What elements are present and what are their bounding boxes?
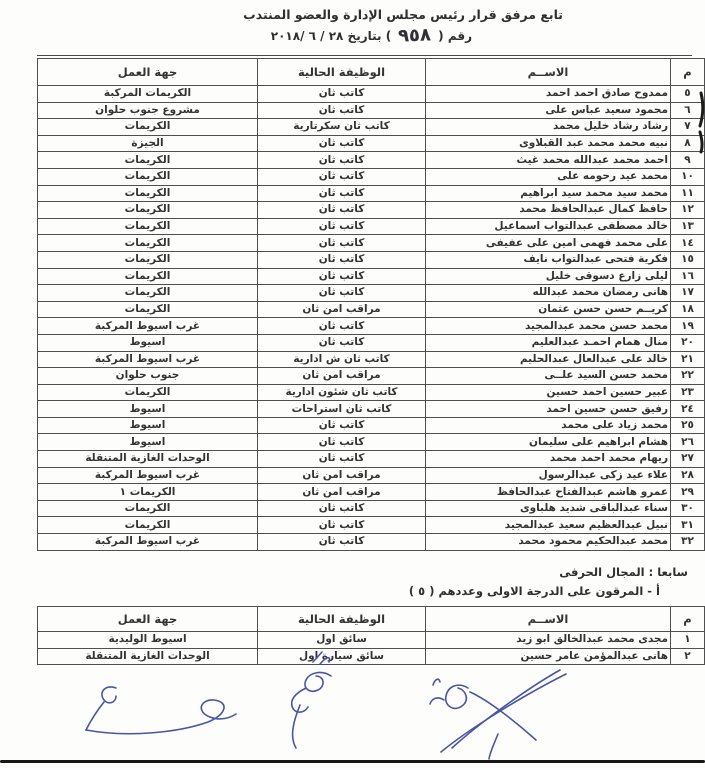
employee-name: علاء عيد زكى عبدالرسول <box>426 467 671 484</box>
row-number: ٣٠ <box>671 500 705 517</box>
row-number: ١٤ <box>671 235 705 252</box>
employee-name: مجدى محمد عبدالخالق ابو زيد <box>426 632 671 649</box>
job-title: كاتب ثان <box>258 218 426 235</box>
employee-name: هانى رمضان محمد عبدالله <box>426 285 671 302</box>
row-number: ٢٥ <box>671 417 705 434</box>
row-number: ٣٢ <box>671 534 705 551</box>
job-title: كاتب ثان <box>258 102 426 119</box>
job-title: مراقب امن ثان <box>258 484 426 501</box>
work-entity: غرب اسيوط المركبة <box>38 467 258 484</box>
row-number: ١ <box>671 632 705 649</box>
employee-name: نبيه محمد محمد عبد القبلاوى <box>426 135 671 152</box>
job-title: كاتب ثان <box>258 135 426 152</box>
work-entity: غرب اسيوط المركبة <box>38 534 258 551</box>
employee-name: خالد مصطفى عبدالتواب اسماعيل <box>426 218 671 235</box>
row-number: ٢٦ <box>671 434 705 451</box>
row-number: ٢ <box>671 648 705 665</box>
employee-name: محمد حسن محمد عبدالمجيد <box>426 318 671 335</box>
employee-name: نبيل عبدالعظيم سعيد عبدالمجيد <box>426 517 671 534</box>
work-entity: الكريمات <box>38 251 258 268</box>
row-number: ١٠ <box>671 168 705 185</box>
employee-name: رشاد رشاد خليل محمد <box>426 119 671 136</box>
col-header-org: جهة العمل <box>38 607 258 632</box>
job-title: مراقب امن ثان <box>258 301 426 318</box>
job-title: كاتب ثان <box>258 334 426 351</box>
row-number: ٢٤ <box>671 401 705 418</box>
scan-edge-artifact <box>700 93 703 152</box>
row-number: ٢٠ <box>671 334 705 351</box>
job-title: كاتب ثان <box>258 152 426 169</box>
employee-name: هشام ابراهيم على سليمان <box>426 434 671 451</box>
employee-name: فكرية فتحى عبدالتواب نايف <box>426 251 671 268</box>
col-header-name: الاســم <box>426 59 671 86</box>
work-entity: الكريمات <box>38 119 258 136</box>
job-title: كاتب ثان شئون ادارية <box>258 384 426 401</box>
employee-name: سناء عبدالباقى شديد هلباوى <box>426 500 671 517</box>
row-number: ٢١ <box>671 351 705 368</box>
row-number: ٢٨ <box>671 467 705 484</box>
job-title: كاتب ثان <box>258 235 426 252</box>
employee-name: ممدوح صادق احمد احمد <box>426 86 671 103</box>
employee-name: كريــم حسن حسن عثمان <box>426 301 671 318</box>
row-number: ١٩ <box>671 318 705 335</box>
subsection-heading: أ - المرقون على الدرجة الاولى وعددهم ( ٥ ) <box>408 584 660 598</box>
job-title: كاتب ثان <box>258 202 426 219</box>
row-number: ١٢ <box>671 202 705 219</box>
row-number: ٢٧ <box>671 451 705 468</box>
work-entity: اسيوط <box>38 434 258 451</box>
row-number: ٨ <box>671 135 705 152</box>
col-header-number: م <box>671 607 705 632</box>
doc-number-prefix: رقم ( <box>438 28 472 43</box>
row-number: ٦ <box>671 102 705 119</box>
row-number: ١٦ <box>671 268 705 285</box>
work-entity: الكريمات <box>38 384 258 401</box>
work-entity: الوحدات الغازية المتنقلة <box>38 451 258 468</box>
work-entity: اسيوط <box>38 401 258 418</box>
job-title: كاتب ثان <box>258 534 426 551</box>
row-number: ١٥ <box>671 251 705 268</box>
section-heading: سابعا : المجال الحرفى <box>559 565 688 579</box>
employee-name: عمرو هاشم عبدالفتاح عبدالحافظ <box>426 484 671 501</box>
signature-right <box>430 670 566 759</box>
work-entity: الكريمات <box>38 202 258 219</box>
row-number: ٧ <box>671 119 705 136</box>
work-entity: اسيوط الوليدية <box>38 632 258 649</box>
employee-name: محمد حسن السيد علــى <box>426 368 671 385</box>
row-number: ٩ <box>671 152 705 169</box>
document-title: تابع مرفق قرار رئيس مجلس الإدارة والعضو المنتدب <box>243 7 563 22</box>
job-title: كاتب ثان <box>258 285 426 302</box>
signature-left <box>86 687 236 734</box>
row-number: ١٧ <box>671 285 705 302</box>
handwritten-doc-number: ٩٥٨ <box>397 24 432 47</box>
work-entity: الكريمات <box>38 268 258 285</box>
job-title: كاتب ثان <box>258 500 426 517</box>
work-entity: مشروع جنوب حلوان <box>38 102 258 119</box>
col-header-org: جهة العمل <box>38 59 258 86</box>
work-entity: الكريمات <box>38 500 258 517</box>
work-entity: الوحدات الغازية المتنقلة <box>38 648 258 665</box>
employee-name: احمد محمد عبدالله محمد غيث <box>426 152 671 169</box>
job-title: كاتب ثان <box>258 86 426 103</box>
job-title: كاتب ثان <box>258 185 426 202</box>
job-title: كاتب ثان <box>258 251 426 268</box>
job-title: كاتب ثان <box>258 318 426 335</box>
work-entity: الكريمات <box>38 185 258 202</box>
signature-middle <box>292 652 331 748</box>
job-title: كاتب ثان <box>258 434 426 451</box>
employee-name: هانى عبدالمؤمن عامر حسين <box>426 648 671 665</box>
job-title: كاتب ثان <box>258 168 426 185</box>
employee-name: خالد على عبدالعال عبدالحليم <box>426 351 671 368</box>
job-title: كاتب ثان <box>258 517 426 534</box>
employee-name: محمود سعيد عباس على <box>426 102 671 119</box>
row-number: ٥ <box>671 86 705 103</box>
work-entity: الكريمات <box>38 517 258 534</box>
work-entity: اسيوط <box>38 334 258 351</box>
work-entity: الكريمات <box>38 168 258 185</box>
col-header-number: م <box>671 59 705 86</box>
work-entity: غرب اسيوط المركبة <box>38 351 258 368</box>
job-title: سائق سيارة اول <box>258 648 426 665</box>
employee-name: محمد عبدالحكيم محمود محمد <box>426 534 671 551</box>
employee-name: محمد زياد على محمد <box>426 417 671 434</box>
job-title: كاتب ثان <box>258 417 426 434</box>
employee-name: ليلى زارع دسوقى خليل <box>426 268 671 285</box>
job-title: كاتب ثان ش ادارية <box>258 351 426 368</box>
doc-number-suffix: ) بتاريخ ٢٨ / ٦ /٢٠١٨ <box>270 28 392 43</box>
row-number: ١٨ <box>671 301 705 318</box>
work-entity: الكريمات <box>38 235 258 252</box>
work-entity: الكريمات <box>38 285 258 302</box>
row-number: ١٣ <box>671 218 705 235</box>
work-entity: اسيوط <box>38 417 258 434</box>
job-title: كاتب ثان استراحات <box>258 401 426 418</box>
row-number: ٢٩ <box>671 484 705 501</box>
work-entity: غرب اسيوط المركبة <box>38 318 258 335</box>
row-number: ٣١ <box>671 517 705 534</box>
employee-name: منال همام احمـد عبدالعليم <box>426 334 671 351</box>
job-title: مراقب امن ثان <box>258 467 426 484</box>
job-title: مراقب امن ثان <box>258 368 426 385</box>
employee-name: حافظ كمال عبدالحافظ محمد <box>426 202 671 219</box>
job-title: كاتب ثان سكرتارية <box>258 119 426 136</box>
job-title: كاتب ثان <box>258 268 426 285</box>
work-entity: الكريمات <box>38 218 258 235</box>
job-title: سائق اول <box>258 632 426 649</box>
work-entity: الكريمات <box>38 301 258 318</box>
col-header-job: الوظيفة الحالية <box>258 607 426 632</box>
work-entity: الكريمات ١ <box>38 484 258 501</box>
row-number: ١١ <box>671 185 705 202</box>
col-header-job: الوظيفة الحالية <box>258 59 426 86</box>
job-title: كاتب ثان <box>258 451 426 468</box>
work-entity: جنوب حلوان <box>38 368 258 385</box>
work-entity: الكريمات المركبة <box>38 86 258 103</box>
employee-name: عبير حسين احمد حسين <box>426 384 671 401</box>
employee-name: ريهام محمد احمد محمد <box>426 451 671 468</box>
work-entity: الكريمات <box>38 152 258 169</box>
employee-name: محمد عيد رحومه على <box>426 168 671 185</box>
employee-name: محمد سيد محمد سيد ابراهيم <box>426 185 671 202</box>
employee-name: رفيق حسن حسين احمد <box>426 401 671 418</box>
row-number: ٢٣ <box>671 384 705 401</box>
scan-bottom-edge <box>0 760 705 763</box>
work-entity: الجيزة <box>38 135 258 152</box>
row-number: ٢٢ <box>671 368 705 385</box>
employee-name: على محمد فهمى امين على عفيفى <box>426 235 671 252</box>
col-header-name: الاســم <box>426 607 671 632</box>
